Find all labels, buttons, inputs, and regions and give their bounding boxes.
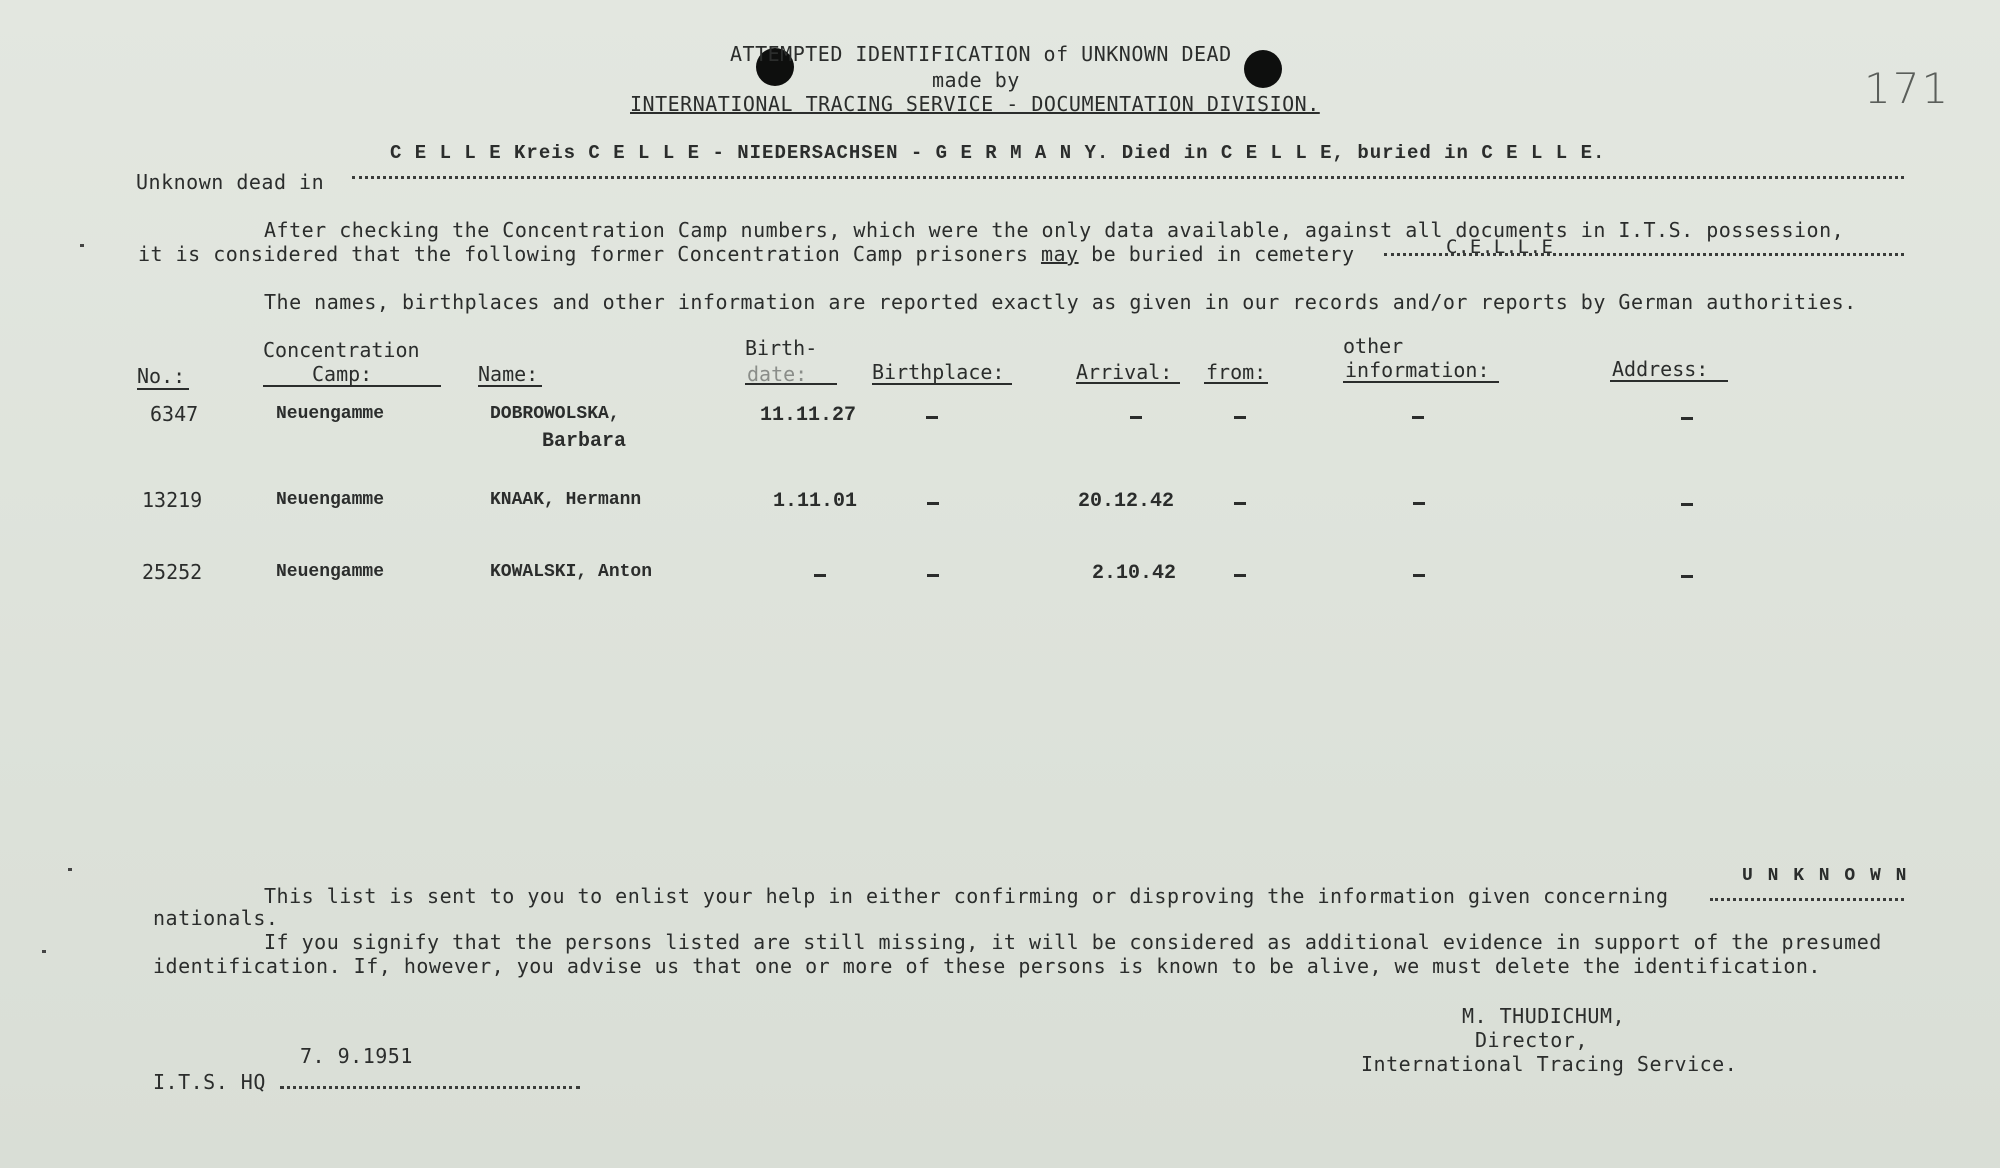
header-address-underline [1610,380,1728,382]
document-date: 7. 9.1951 [300,1044,413,1068]
nationality-value: U N K N O W N [1742,866,1909,886]
header-title: ATTEMPTED IDENTIFICATION of UNKNOWN DEAD [730,42,1232,66]
header-arrival-underline [1076,382,1180,384]
header-from-underline [1204,382,1268,384]
header-birth-top: Birth- [745,336,818,360]
table-row-1-birthplace [926,416,938,419]
table-row-2-name: KNAAK, Hermann [490,490,642,510]
table-row-1-birthdate: 11.11.27 [760,404,857,427]
hq-label: I.T.S. HQ [153,1070,266,1094]
header-camp-top: Concentration [263,338,420,362]
location-dotted-line [352,176,1904,179]
table-row-1-name2: Barbara [542,430,627,453]
margin-mark [42,950,46,953]
signature-name: M. THUDICHUM, [1462,1004,1626,1028]
header-from: from: [1206,360,1267,384]
table-row-2-arrival: 20.12.42 [1078,490,1175,513]
table-row-1-camp: Neuengamme [276,404,385,424]
table-row-1-arrival [1130,416,1142,419]
intro-line-3: The names, birthplaces and other information are reported exactly as given in our records and/or reports by German authorities. [264,290,1857,314]
table-row-1-other [1412,416,1424,419]
nationality-dotted-line [1710,898,1904,901]
intro-line-1: After checking the Concentration Camp numbers, which were the only data available, against all documents in I.T.S. possession, [264,218,1845,242]
table-row-2-camp: Neuengamme [276,490,385,510]
table-row-3-other [1413,574,1425,577]
header-other-top: other [1343,334,1404,358]
table-row-3-birthdate [814,574,826,577]
header-name: Name: [478,362,539,386]
footer-para-1-end: nationals. [153,906,279,930]
location-label: Unknown dead in [136,170,325,194]
location-value: C E L L E Kreis C E L L E - NIEDERSACHSEN - G E R M A N Y. Died in C E L L E, buried in C E L L E. [390,142,1606,164]
footer-para-2-line-1: If you signify that the persons listed are still missing, it will be considered as additional evidence in support of the presumed [264,930,1882,954]
header-camp: Camp: [312,362,373,386]
header-birthplace: Birthplace: [872,360,1005,384]
intro-line-2 [138,242,1355,266]
header-division: INTERNATIONAL TRACING SERVICE - DOCUMENTATION DIVISION. [630,92,1320,116]
table-row-3-camp: Neuengamme [276,562,385,582]
table-row-3-arrival: 2.10.42 [1092,562,1177,585]
footer-para-2-line-2: identification. If, however, you advise us that one or more of these persons is known to be alive, we must delete the identification. [153,954,1821,978]
header-arrival: Arrival: [1076,360,1173,384]
margin-mark [80,244,84,247]
table-row-2-birthplace [927,502,939,505]
footer-para-1: This list is sent to you to enlist your help in either confirming or disproving the information given concerning [264,884,1669,908]
table-row-3-address [1681,575,1693,578]
header-made-by: made by [932,68,1020,92]
signature-title: Director, [1475,1028,1588,1052]
header-no: No.: [137,364,186,388]
table-row-1-from [1234,416,1246,419]
punch-hole-right [1244,50,1282,88]
margin-mark [68,868,72,871]
header-camp-underline [263,385,441,387]
header-name-underline [478,385,542,387]
page-number: 171 [1864,64,1951,113]
table-row-3-birthplace [927,574,939,577]
table-row-2-from [1234,502,1246,505]
header-birthdate: date: [747,362,808,386]
intro-may: may [1040,242,1079,266]
cemetery-name: C.E.L.L.E [1446,236,1554,258]
signature-org: International Tracing Service. [1361,1052,1738,1076]
table-row-1-no: 6347 [150,402,199,426]
header-other-underline [1343,381,1499,383]
table-row-3-no: 25252 [142,560,203,584]
header-no-underline [137,388,189,390]
header-birthplace-underline [872,383,1012,385]
intro-line-2-pre: it is considered that the following former Concentration Camp prisoners [138,242,1029,266]
table-row-2-birthdate: 1.11.01 [773,490,858,513]
table-row-2-address [1681,503,1693,506]
intro-line-2-post: be buried in cemetery [1091,242,1355,266]
header-address: Address: [1612,357,1709,381]
table-row-3-from [1234,574,1246,577]
table-row-1-address [1681,417,1693,420]
header-other: information: [1345,358,1490,382]
header-birthdate-underline [745,383,837,385]
table-row-1-name: DOBROWOLSKA, [490,404,620,424]
table-row-2-no: 13219 [142,488,203,512]
table-row-2-other [1413,502,1425,505]
hq-dotted-line [280,1086,580,1089]
table-row-3-name: KOWALSKI, Anton [490,562,653,582]
cemetery-dotted-line [1384,253,1904,256]
